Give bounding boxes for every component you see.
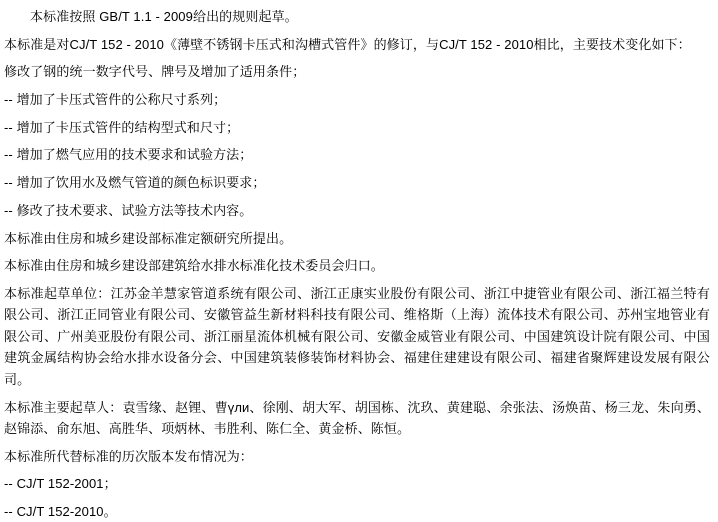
paragraph-change-tech-methods: -- 修改了技术要求、试验方法等技术内容。 bbox=[4, 202, 253, 218]
paragraph-change-steel-code: 修改了钢的统一数字代号、牌号及增加了适用条件； bbox=[4, 64, 306, 80]
paragraph-standard-drafting-rule: 本标准按照 GB/T 1.1 - 2009给出的规则起草。 bbox=[30, 9, 298, 24]
paragraph-replaced-2001: -- CJ/T 152-2001； bbox=[4, 476, 117, 492]
paragraph-proposed-by: 本标准由住房和城乡建设部标准定额研究所提出。 bbox=[4, 230, 293, 246]
paragraph-revision-basis: 本标准是对CJ/T 152 - 2010《薄壁不锈钢卡压式和沟槽式管件》的修订，与CJ/T 152 - 2010相比，主要技术变化如下： bbox=[4, 36, 691, 52]
paragraph-drafting-units: 本标准起草单位：江苏金羊慧家管道系统有限公司、浙江正康实业股份有限公司、浙江中捷管业有限公司、浙江福兰特有限公司、浙江正同管业有限公司、安徽管益生新材料科技有限公司、维格斯（上海）流体技术有限公司、苏州宝地管业有限公司、广州美亚股份有限公司、浙江丽星流体机械有限公司、安徽金威管业有限公司、中国建筑设计院有限公司、中国建筑金属结构协会给水排水设备分会、中国建筑装修装饰材料协会、福建住建建设有限公司、福建省聚辉建设发展有限公司。 bbox=[4, 285, 710, 387]
paragraph-change-size-series: -- 增加了卡压式管件的公称尺寸系列； bbox=[4, 92, 227, 108]
paragraph-change-structure-type: -- 增加了卡压式管件的结构型式和尺寸； bbox=[4, 119, 240, 135]
paragraph-replaced-2010: -- CJ/T 152-2010。 bbox=[4, 503, 117, 519]
paragraph-administered-by: 本标准由住房和城乡建设部建筑给水排水标准化技术委员会归口。 bbox=[4, 258, 384, 274]
paragraph-replaced-versions-intro: 本标准所代替标准的历次版本发布情况为： bbox=[4, 448, 253, 464]
paragraph-main-drafters: 本标准主要起草人：袁雪缘、赵锂、曹үли、徐刚、胡大军、胡国栋、沈玖、黄建聪、余张法、汤焕苗、杨三龙、朱向勇、赵锦添、俞东旭、高胜华、项炳林、韦胜利、陈仁全、黄金桥、陈恒。 bbox=[4, 399, 710, 437]
paragraph-change-gas-requirements: -- 增加了燃气应用的技术要求和试验方法； bbox=[4, 147, 253, 163]
paragraph-change-pipe-color: -- 增加了饮用水及燃气管道的颜色标识要求； bbox=[4, 175, 266, 191]
